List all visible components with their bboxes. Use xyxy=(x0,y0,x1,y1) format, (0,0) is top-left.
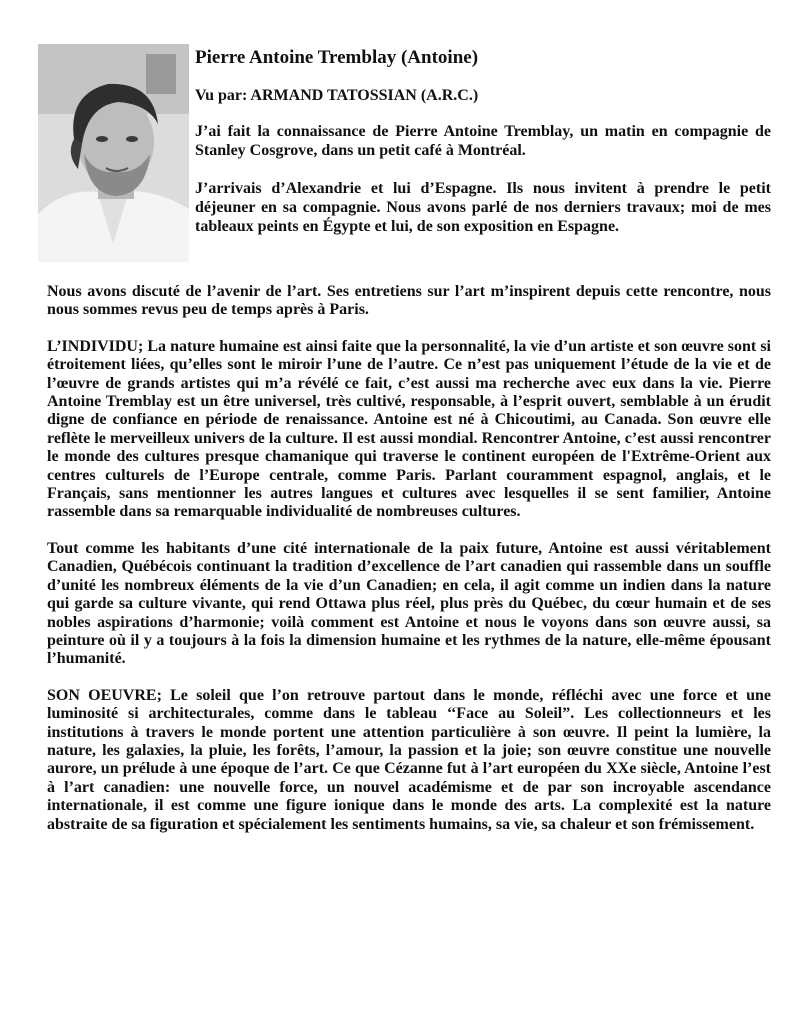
intro-section xyxy=(195,47,771,255)
paragraph-individu: L’INDIVIDU; La nature humaine est ainsi faite que la personnalité, la vie d’un artiste et son œuvre sont si étroitement liées, qu’elles sont le miroir l’une de l’autre. Ce n’est pas uniquement l’étude de la vie et de l’œuvre de grands artistes qui m’a révélé ce fait, c’est aussi ma recherche avec eux dans la vie. Pierre Antoine Tremblay est un être universel, très cultivé, responsable, à l’esprit ouvert, semblable à un érudit digne de confiance en période de renaissance. Antoine est né à Chicoutimi, au Canada. Son œuvre elle reflète le merveilleux univers de la culture. Il est aussi mondial. Rencontrer Antoine, c’est aussi rencontrer le monde des cultures presque chamanique qui traverse le continent européen de l'Extrême-Orient aux centres culturels de l’Europe centrale, comme Paris. Parlant couramment espagnol, anglais, et le Français, sans mentionner les autres langues et cultures avec lesquelles il se sent familier, Antoine rassemble dans sa remarquable individualité de nombreuses cultures. xyxy=(47,337,771,521)
intro-paragraph: J’arrivais d’Alexandrie et lui d’Espagne. Ils nous invitent à prendre le petit déjeuner en sa compagnie. Nous avons parlé de nos derniers travaux; moi de mes tableaux peints en Égypte et lui, de son exposition en Espagne. xyxy=(195,180,771,235)
paragraph-son-oeuvre: SON OEUVRE; Le soleil que l’on retrouve partout dans le monde, réfléchi avec une force et une luminosité si architecturales, comme dans le tableau ‘‘Face au Soleil”. Les collectionneurs et les institutions à travers le monde portent une attention particulière à son œuvre. Il peint la lumière, la nature, les galaxies, la pluie, les forêts, l’amour, la passion et la joie; son œuvre constitue une nouvelle aurore, un prélude à une époque de l’art. Ce que Cézanne fut à l’art européen du XXe siècle, Antoine l’est à l’art canadien: une nouvelle force, un nouvel académisme et de par son incroyable ascendance internationale, il est comme une figure ionique dans le monde des arts. La complexité est la nature abstraite de sa figuration et spécialement les sentiments humains, sa vie, sa chaleur et son frémissement. xyxy=(47,686,771,833)
author-byline: Vu par: ARMAND TATOSSIAN (A.R.C.) xyxy=(195,87,479,104)
portrait-image xyxy=(38,44,189,262)
paragraph: Tout comme les habitants d’une cité internationale de la paix future, Antoine est aussi véritablement Canadien, Québécois continuant la tradition d’excellence de l’art canadien qui rassemble dans un souffle d’unité les nombreux éléments de la vie d’un Canadien; en cela, il agit comme un indien dans la nature qui garde sa culture vivante, qui rend Ottawa plus réel, plus près du Québec, du cœur humain et de ses nobles aspirations d’harmonie; voilà comment est Antoine et nous le voyons dans son œuvre aussi, sa peinture où il y a toujours à la fois la dimension humaine et les rythmes de la nature, elle-même épousant l’humanité. xyxy=(47,539,771,668)
intro-paragraph: J’ai fait la connaissance de Pierre Antoine Tremblay, un matin en compagnie de Stanley Cosgrove, dans un petit café à Montréal. xyxy=(195,123,771,159)
portrait-photo xyxy=(38,44,189,262)
paragraph: Nous avons discuté de l’avenir de l’art. Ses entretiens sur l’art m’inspirent depuis cette rencontre, nous nous sommes revus peu de temps après à Paris. xyxy=(47,283,771,319)
page-title: Pierre Antoine Tremblay (Antoine) xyxy=(195,47,479,68)
main-text xyxy=(47,283,771,852)
